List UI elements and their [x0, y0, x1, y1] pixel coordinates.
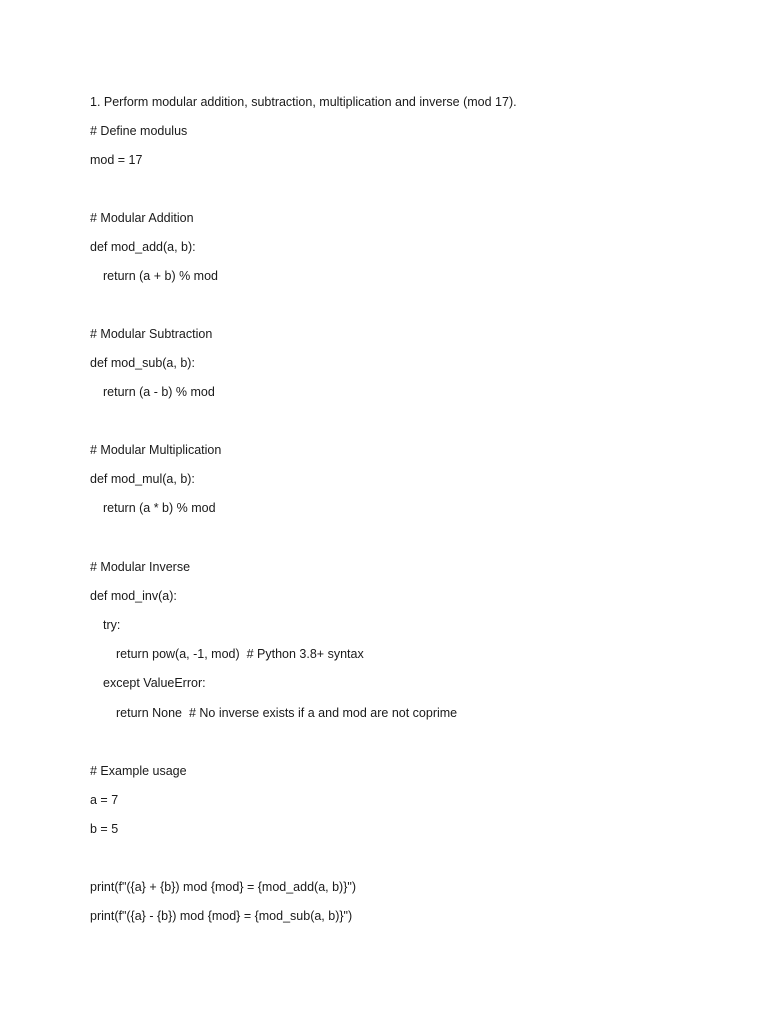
code-line: def mod_sub(a, b): — [90, 356, 195, 370]
code-comment: # Modular Subtraction — [90, 327, 213, 341]
code-comment: # Modular Multiplication — [90, 443, 222, 457]
code-line: except ValueError: — [103, 676, 206, 690]
code-line: return (a * b) % mod — [103, 501, 216, 515]
code-line: b = 5 — [90, 822, 119, 836]
code-line: return None # No inverse exists if a and mod are not coprime — [116, 706, 458, 720]
code-line: return (a + b) % mod — [103, 269, 218, 283]
code-comment: # Define modulus — [90, 124, 188, 138]
code-comment: # Modular Addition — [90, 211, 194, 225]
code-line: a = 7 — [90, 793, 119, 807]
task-heading: 1. Perform modular addition, subtraction, multiplication and inverse (mod 17). — [90, 95, 517, 109]
code-line: def mod_add(a, b): — [90, 240, 196, 254]
code-line: try: — [103, 618, 121, 632]
code-comment: # Modular Inverse — [90, 560, 191, 574]
code-line: def mod_inv(a): — [90, 589, 177, 603]
code-line: return (a - b) % mod — [103, 385, 215, 399]
code-line: mod = 17 — [90, 153, 143, 167]
code-line: return pow(a, -1, mod) # Python 3.8+ syntax — [116, 647, 364, 661]
code-line: def mod_mul(a, b): — [90, 472, 195, 486]
code-line: print(f"({a} - {b}) mod {mod} = {mod_sub(a, b)}") — [90, 909, 353, 923]
code-comment: # Example usage — [90, 764, 187, 778]
code-line: print(f"({a} + {b}) mod {mod} = {mod_add(a, b)}") — [90, 880, 356, 894]
